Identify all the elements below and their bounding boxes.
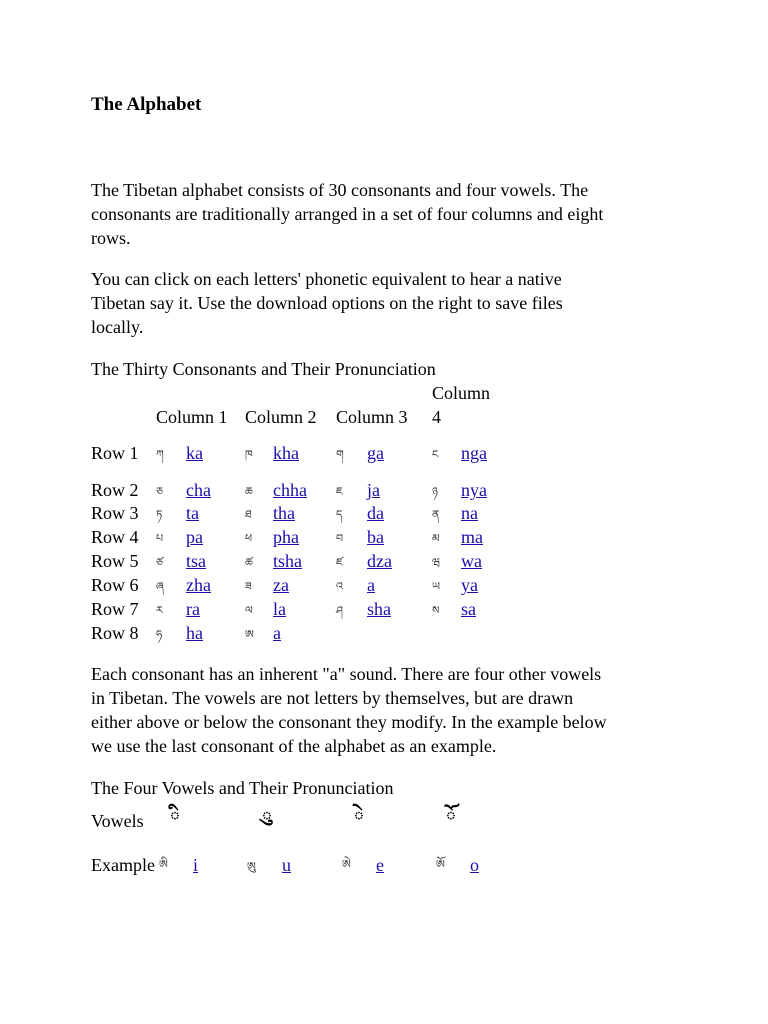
vowel-note-paragraph: Each consonant has an inherent "a" sound. There are four other vowels in Tibetan. The vowels are not letters by themselves, but are drawn either above or below the consonant they modify. In the example below we use the last consonant of the alphabet as an example. [91,664,607,756]
tibetan-letter: ཀ [156,448,164,461]
tibetan-example: ཨོ [436,858,445,871]
row-label: Row 3 [91,503,139,523]
tibetan-letter: འ [336,580,343,593]
phonetic-link[interactable]: tsa [186,551,206,571]
row-label: Row 4 [91,527,139,547]
tibetan-letter: ག [336,448,344,461]
phonetic-link[interactable]: ba [367,527,384,547]
tibetan-letter: ད [336,508,343,521]
phonetic-link[interactable]: ka [186,443,203,463]
phonetic-link[interactable]: ta [186,503,199,523]
tibetan-letter: ཧ [156,628,163,641]
tibetan-letter: ཡ [432,580,440,593]
tibetan-letter: བ [336,532,344,545]
tibetan-letter: ས [432,604,440,617]
tibetan-letter: ཉ [432,485,438,498]
phonetic-link[interactable]: tsha [273,551,302,571]
tibetan-letter: ལ [245,604,253,617]
tibetan-letter: ཤ [336,604,343,617]
phonetic-link[interactable]: a [367,575,375,595]
phonetic-link[interactable]: da [367,503,384,523]
phonetic-link[interactable]: tha [273,503,295,523]
tibetan-letter: ཝ [432,556,441,569]
tibetan-example: ཨེ [342,858,351,871]
phonetic-link[interactable]: ga [367,443,384,463]
row-label: Row 7 [91,599,139,619]
tibetan-letter: ཅ [156,485,163,498]
phonetic-link[interactable]: wa [461,551,482,571]
tibetan-letter: ཕ [245,532,253,545]
row-label: Row 6 [91,575,139,595]
tibetan-letter: ཛ [336,556,343,569]
column-header-4: Column 4 [432,383,491,427]
vowel-sign: ོ [446,807,456,828]
tibetan-letter: ཟ [245,580,252,593]
vowel-link[interactable]: u [282,855,291,875]
phonetic-link[interactable]: cha [186,480,211,500]
phonetic-link[interactable]: nya [461,480,487,500]
tibetan-letter: ཆ [245,485,253,498]
tibetan-letter: ན [432,508,440,521]
vowel-sign: ུ [262,807,272,828]
row-label: Row 8 [91,623,139,643]
phonetic-link[interactable]: zha [186,575,211,595]
phonetic-link[interactable]: pha [273,527,299,547]
vowels-label: Vowels [91,811,144,831]
vowel-sign: ི [170,807,180,828]
phonetic-link[interactable]: za [273,575,289,595]
vowel-sign: ེ [354,807,364,828]
phonetic-link[interactable]: ra [186,599,200,619]
tibetan-letter: ཏ [156,508,163,521]
phonetic-link[interactable]: dza [367,551,392,571]
phonetic-link[interactable]: kha [273,443,299,463]
row-label: Row 5 [91,551,139,571]
tibetan-example: ཨི [159,858,168,871]
vowels-caption: The Four Vowels and Their Pronunciation [91,778,394,798]
phonetic-link[interactable]: nga [461,443,487,463]
phonetic-link[interactable]: sa [461,599,476,619]
tibetan-letter: པ [156,532,164,545]
row-label: Row 1 [91,443,139,463]
page-title: The Alphabet [91,94,202,115]
vowel-link[interactable]: o [470,855,479,875]
phonetic-link[interactable]: chha [273,480,307,500]
phonetic-link[interactable]: a [273,623,281,643]
intro-paragraph: The Tibetan alphabet consists of 30 consonants and four vowels. The consonants are traditionally arranged in a set of four columns and eight rows. [91,180,604,248]
tibetan-letter: ཐ [245,508,252,521]
tibetan-letter: ར [156,604,163,617]
tibetan-letter: ཚ [245,556,253,569]
phonetic-link[interactable]: sha [367,599,391,619]
tibetan-letter: ཁ [245,448,253,461]
tibetan-example: ཨུ [247,860,256,873]
phonetic-link[interactable]: na [461,503,478,523]
tibetan-letter: ཨ [245,628,254,641]
row-label: Row 2 [91,480,139,500]
phonetic-link[interactable]: ha [186,623,203,643]
vowel-link[interactable]: i [193,855,199,875]
column-header-1: Column 1 [156,407,228,427]
column-header-3: Column 3 [336,407,408,427]
phonetic-link[interactable]: la [273,599,286,619]
phonetic-link[interactable]: ya [461,575,478,595]
tibetan-letter: ཙ [156,556,163,569]
phonetic-link[interactable]: pa [186,527,203,547]
phonetic-link[interactable]: ja [367,480,380,500]
tibetan-letter: ང [432,448,439,461]
phonetic-link[interactable]: ma [461,527,483,547]
tibetan-letter: ཞ [156,580,164,593]
tibetan-letter: མ [432,532,440,545]
consonants-caption: The Thirty Consonants and Their Pronunciation [91,359,436,379]
example-label: Example [91,855,155,875]
audio-note-paragraph: You can click on each letters' phonetic equivalent to hear a native Tibetan say it. Use the download options on the right to save files locally. [91,269,563,337]
column-header-2: Column 2 [245,407,317,427]
tibetan-letter: ཇ [336,485,343,498]
vowel-link[interactable]: e [376,855,384,875]
